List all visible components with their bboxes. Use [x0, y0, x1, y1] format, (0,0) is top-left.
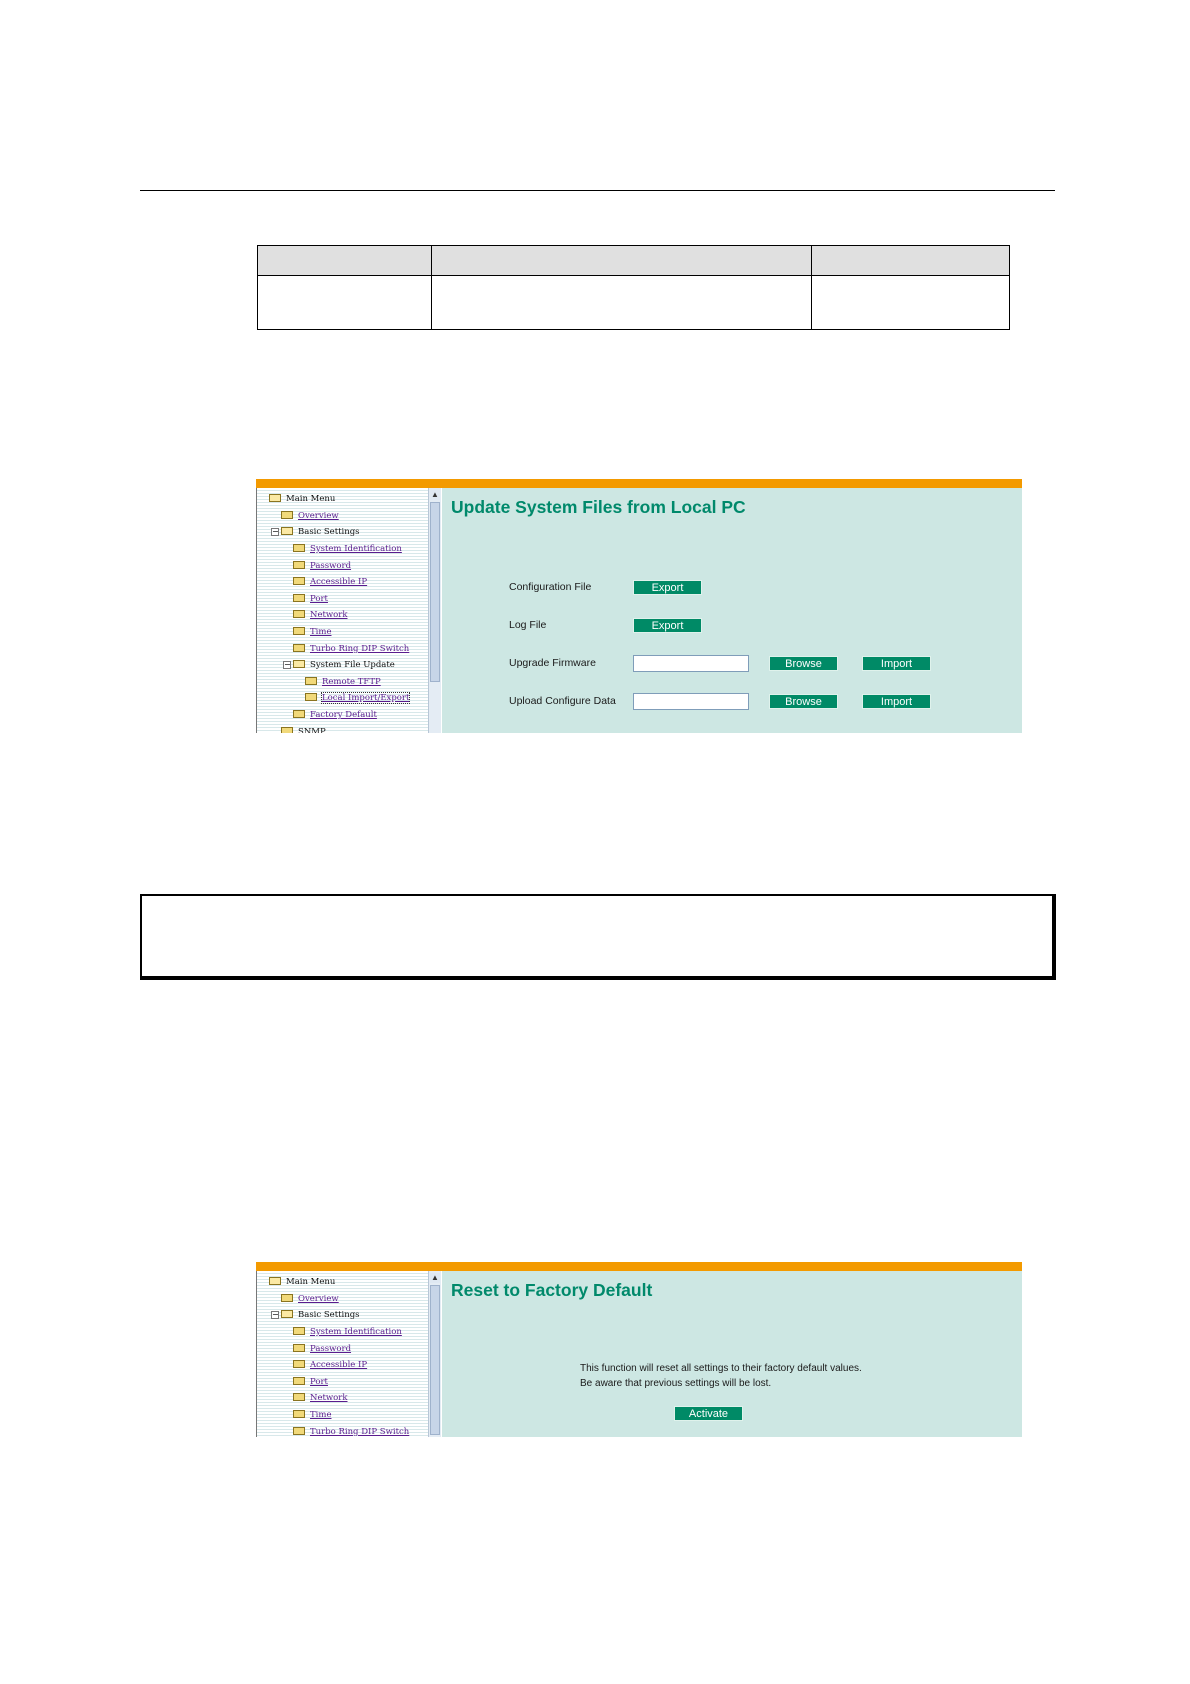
tree-item-local-import-export[interactable] [305, 690, 409, 706]
folder-icon [293, 1410, 305, 1418]
activate-button[interactable]: Activate [674, 1406, 743, 1421]
main-menu-tree [256, 488, 429, 733]
note-box [140, 894, 1056, 980]
tree-item-overview[interactable] [281, 1291, 339, 1307]
tree-link-network[interactable]: Network [310, 1393, 348, 1403]
config-data-file-input[interactable] [633, 693, 749, 710]
folder-icon [281, 1294, 293, 1302]
folder-icon [281, 511, 293, 519]
log-export-button[interactable]: Export [633, 618, 702, 633]
folder-icon [293, 610, 305, 618]
log-file-label: Log File [509, 619, 547, 631]
tree-root-main-menu[interactable]: Main Menu [269, 1274, 335, 1290]
tree-link-system-identification[interactable]: System Identification [310, 544, 402, 554]
accent-bar [256, 1262, 1022, 1271]
folder-icon [293, 1377, 305, 1385]
table-header-row [258, 246, 1010, 276]
tree-item-accessible-ip[interactable] [293, 1357, 367, 1373]
firmware-browse-button[interactable]: Browse [769, 656, 838, 671]
tree-link-accessible-ip[interactable]: Accessible IP [310, 1360, 368, 1370]
content-panel [442, 488, 1022, 733]
folder-icon [293, 1393, 305, 1401]
folder-icon [293, 1427, 305, 1435]
scrollbar-thumb[interactable] [430, 502, 440, 682]
folder-icon [293, 627, 305, 635]
tree-scrollbar[interactable] [428, 1271, 441, 1437]
folder-icon [293, 561, 305, 569]
firmware-import-button[interactable]: Import [862, 656, 931, 671]
tree-link-turbo-ring[interactable]: Turbo Ring DIP Switch [310, 644, 410, 654]
tree-item-turbo-ring[interactable] [293, 1424, 409, 1437]
tree-item-turbo-ring[interactable] [293, 641, 409, 657]
scrollbar-thumb[interactable] [430, 1285, 440, 1435]
tree-item-accessible-ip[interactable] [293, 574, 367, 590]
folder-open-icon [269, 1277, 281, 1285]
folder-icon [293, 644, 305, 652]
folder-icon [293, 1360, 305, 1368]
reset-warning-line-1: This function will reset all settings to their factory default values. [580, 1363, 862, 1374]
folder-icon [293, 710, 305, 718]
upload-config-label: Upload Configure Data [509, 695, 616, 707]
config-browse-button[interactable]: Browse [769, 694, 838, 709]
folder-icon [293, 1344, 305, 1352]
tree-root-main-menu[interactable]: Main Menu [269, 491, 335, 507]
table-header-cell [258, 246, 432, 276]
tree-link-system-identification[interactable]: System Identification [310, 1327, 402, 1337]
main-menu-tree [256, 1271, 429, 1437]
tree-link-remote-tftp[interactable]: Remote TFTP [322, 677, 381, 687]
content-panel [442, 1271, 1022, 1437]
accent-bar [256, 479, 1022, 488]
tree-link-overview[interactable]: Overview [298, 511, 339, 521]
tree-item-network[interactable] [293, 1390, 348, 1406]
tree-item-time[interactable] [293, 1407, 331, 1423]
collapse-icon[interactable]: − [272, 1310, 279, 1319]
table-cell [812, 275, 1010, 329]
tree-scrollbar[interactable] [428, 488, 441, 733]
table-cell [258, 275, 432, 329]
tree-link-local-import-export[interactable]: Local Import/Export [322, 693, 410, 703]
tree-link-port[interactable]: Port [310, 1377, 328, 1387]
tree-link-time[interactable]: Time [310, 627, 332, 637]
tree-item-basic-settings[interactable]: − Basic Settings [272, 1310, 360, 1320]
table-cell [432, 275, 812, 329]
tree-item-system-file-update[interactable]: − System File Update [284, 660, 395, 670]
folder-icon [305, 677, 317, 685]
tree-item-overview[interactable] [281, 508, 339, 524]
tree-link-accessible-ip[interactable]: Accessible IP [310, 577, 368, 587]
config-import-button[interactable]: Import [862, 694, 931, 709]
folder-open-icon [293, 660, 305, 668]
folder-icon [281, 727, 293, 734]
folder-open-icon [281, 1310, 293, 1318]
collapse-icon[interactable]: − [284, 660, 291, 669]
page-title: Update System Files from Local PC [451, 497, 746, 517]
scroll-up-arrow-icon[interactable]: ▲ [431, 490, 439, 499]
config-export-button[interactable]: Export [633, 580, 702, 595]
table-header-cell [812, 246, 1010, 276]
tree-item-time[interactable] [293, 624, 331, 640]
tree-item-system-identification[interactable] [293, 541, 402, 557]
spec-table [257, 245, 1010, 330]
tree-link-turbo-ring[interactable]: Turbo Ring DIP Switch [310, 1427, 410, 1437]
tree-item-basic-settings[interactable]: − Basic Settings [272, 527, 360, 537]
tree-link-network[interactable]: Network [310, 610, 348, 620]
header-rule [140, 190, 1055, 191]
folder-open-icon [281, 527, 293, 535]
table-header-cell [432, 246, 812, 276]
factory-default-screenshot [256, 1262, 1022, 1437]
folder-icon [293, 544, 305, 552]
folder-icon [293, 1327, 305, 1335]
tree-item-port[interactable] [293, 591, 328, 607]
table-row [258, 275, 1010, 329]
page-title: Reset to Factory Default [451, 1280, 653, 1300]
tree-item-factory-default[interactable] [293, 707, 377, 723]
tree-item-system-identification[interactable] [293, 1324, 402, 1340]
folder-open-icon [269, 494, 281, 502]
scroll-up-arrow-icon[interactable]: ▲ [431, 1273, 439, 1282]
tree-link-password[interactable]: Password [310, 1344, 352, 1354]
tree-link-password[interactable]: Password [310, 561, 352, 571]
update-files-screenshot [256, 479, 1022, 733]
folder-icon [293, 577, 305, 585]
tree-link-overview[interactable]: Overview [298, 1294, 339, 1304]
tree-item-remote-tftp[interactable] [305, 674, 381, 690]
config-file-label: Configuration File [509, 581, 592, 593]
tree-item-password[interactable] [293, 1341, 351, 1357]
collapse-icon[interactable]: − [272, 527, 279, 536]
tree-item-password[interactable] [293, 558, 351, 574]
tree-item-network[interactable] [293, 607, 348, 623]
tree-link-time[interactable]: Time [310, 1410, 332, 1420]
tree-item-snmp[interactable]: SNMP [281, 724, 326, 733]
reset-warning-line-2: Be aware that previous settings will be lost. [580, 1378, 772, 1389]
tree-link-factory-default[interactable]: Factory Default [310, 710, 377, 720]
folder-icon [305, 693, 317, 701]
tree-item-port[interactable] [293, 1374, 328, 1390]
upgrade-firmware-label: Upgrade Firmware [509, 657, 596, 669]
folder-icon [293, 594, 305, 602]
tree-link-port[interactable]: Port [310, 594, 328, 604]
firmware-file-input[interactable] [633, 655, 749, 672]
